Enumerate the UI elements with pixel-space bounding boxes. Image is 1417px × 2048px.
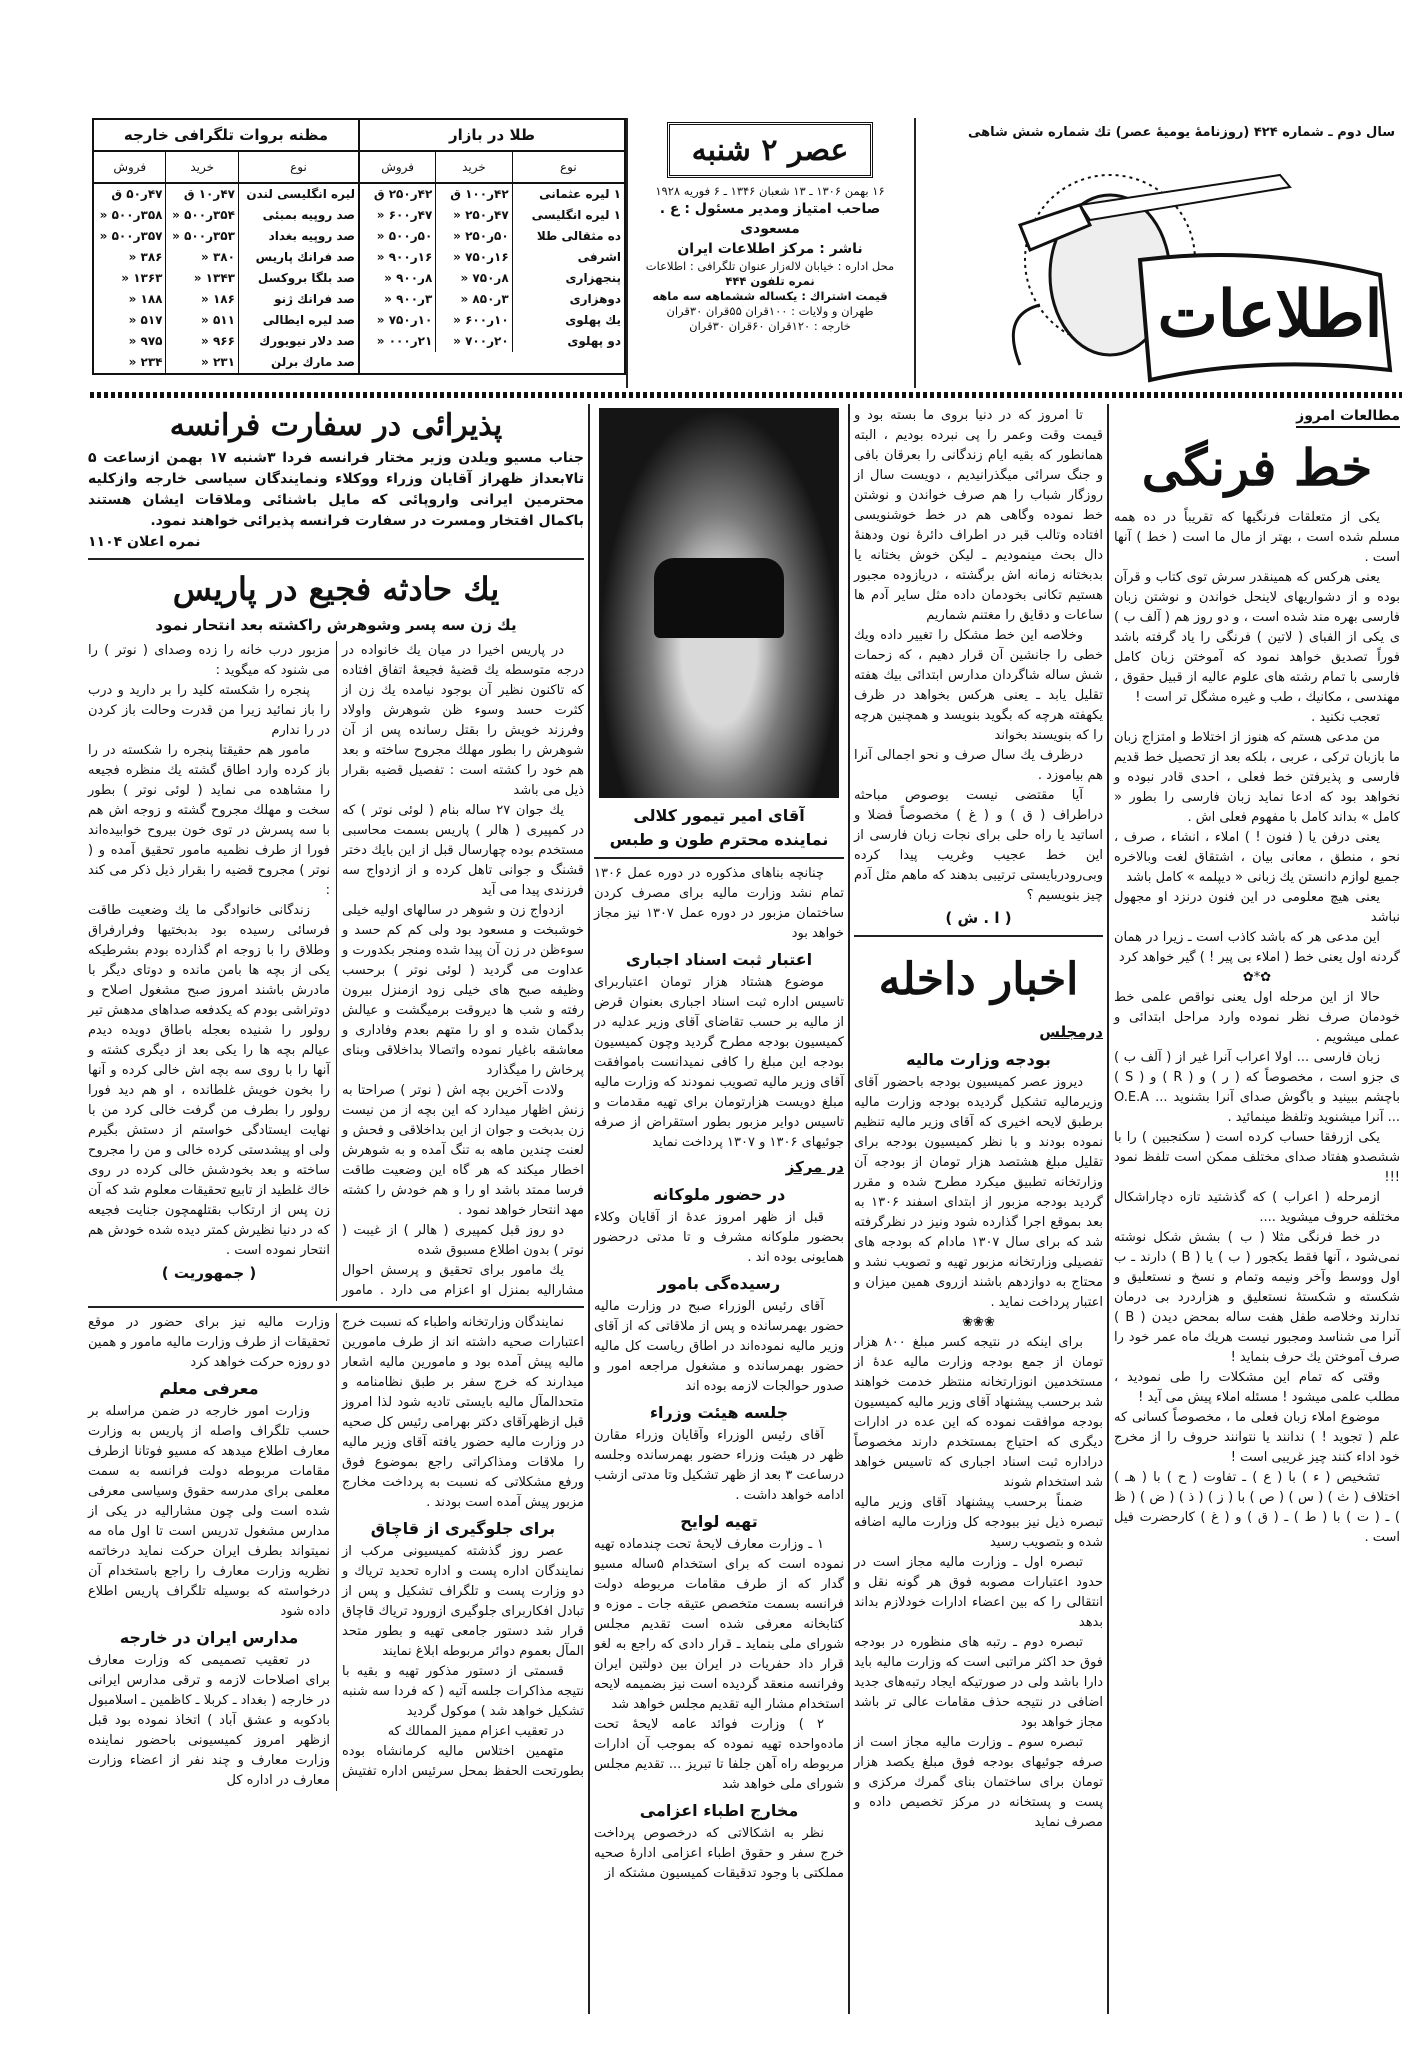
paragraph: تبصره اول ـ وزارت مالیه مجاز است در حدود اعتبارات مصوبه فوق هر گونه نقل و انتقالی را که بین اعضاء ادارات خودلازم بداند بدهد <box>854 1555 1103 1630</box>
table-cell: ۳۸۰ « <box>166 247 238 268</box>
paragraph: دو روز قبل کمپیری ( هالر ) از غیبت ( نوتر ) بدون اطلاع مسبوق شده <box>342 1223 584 1258</box>
divider <box>626 118 628 388</box>
table-cell: ۹۷۵ « <box>128 334 163 348</box>
table-cell: لیره انگلیسی لندن <box>238 183 358 205</box>
table-cell: ۱۶ر۷۵۰ « <box>436 247 512 268</box>
paragraph: زندگانی خانوادگی ما یك وضعیت طاقت فرسائی رسیده بود بدبختیها وفرارفراق وطلاق را با زوجه ام گذارده بودم بشرطیکه یکی از بچه ها بامن مانده و دوتای دیگر با مادرش باشند امروز صبح مشغول اصلاح و دوتراشی بودم که یکدفعه صداهای مدهش تیر رولور را شنیده بعجله باطاق دویده دیدم عیالم بچه ها را یکی بعد از دیگری کشته و آنها را با روی سه بچه اش خالی کرده و آنها را بخون خویش غلطانده ، او هم دید فورا رولور را بطرف من گرفت خالی کرد من با نهایت ایستادگی خواستم از دستش بگیرم ولی او پیشدستی کرده خالی و من را مجروح ساخته و بعد بخودشش خالی کرده در روی خاك غلطید از تابیع تحقیقات معلوم شد که آن زن پس از ارتکاب بقتلهمچون جنایت فجیعه که در دنیا نظیرش کمتر دیده شده خودش هم انتحار نموده است . <box>88 903 330 1258</box>
caption-name: آقای امیر تیمور کلالی <box>633 806 805 825</box>
table-row <box>360 247 624 268</box>
article-rule <box>88 1306 584 1308</box>
paris-article-body <box>88 641 584 1301</box>
table-cell: یك پهلوی <box>512 310 624 331</box>
table-cell: ده مثقالی طلا <box>512 226 624 247</box>
paragraph: برای اینکه در نتیجه کسر مبلغ ۸۰۰ هزار تومان از جمع بودجه وزارت مالیه عدهٔ از مستخدمین انوزارتخانه منتظر خدمت خواهند شد برحسب پیشنهاد آقای وزیر مالیه کمیسیون بودجه موافقت نموده که این عده در ادارات دیگری که احتیاج بمستخدم دارند مخصوصاً دراداره ثبت اسناد اجباری که تاسیس خواهد شد استخدام شوند <box>854 1335 1103 1490</box>
paragraph: تبصره دوم ـ رتبه های منظوره در بودجه فوق حد اکثر مراتبی است که وزارت مالیه باید دارا باشد ولی در صورتیکه ایجاد رتبه‌های جدید اضافی در نتیجه حذف مقامات عالی تر باشد مجاز خواهد بود <box>854 1635 1103 1730</box>
subheading: برای جلوگیری از قاچاق <box>370 1519 556 1538</box>
table-row <box>94 183 358 205</box>
section-label: درمجلس <box>1039 1023 1103 1041</box>
paragraph: قبل از ظهر امروز عدهٔ از آقایان وکلاء بحضور ملوکانه مشرف و تا مدتی درحضور همایونی بوده اند . <box>594 1210 844 1265</box>
table-row <box>360 183 624 205</box>
paragraph: قسمتی از دستور مذکور تهیه و بقیه با نتیجه مذاکرات جلسه آتیه ( که فردا سه شنبه تشکیل خواهد شد ) موکول گردید <box>342 1664 584 1719</box>
table-cell: پنجهزاری <box>512 268 624 289</box>
table-row <box>94 205 358 226</box>
publisher-line: ناشر : مرکز اطلاعات ایران <box>677 241 863 257</box>
subscription-header: قیمت اشتراك : یکساله ششماهه سه ماهه <box>652 289 888 303</box>
table-row <box>94 289 358 310</box>
paragraph: یعنی درفن یا ( فنون ! ) املاء ، انشاء ، صرف ، نحو ، منطق ، معانی بیان ، اشتقاق لغت وبالاخره جمیع لوازم دانستن یك زبانی « دیپلمه » کامل باشد <box>1114 830 1400 885</box>
paragraph: متهمین اختلاس مالیه کرمانشاه بوده بطورتحت الحفظ بمحل سرئیس اداره تفتیش وزارت مالیه نیز برای حضور در موقع تحقیقات از طرف وزارت مالیه مامور و همین دو روزه حرکت خواهد کرد <box>88 1315 584 1779</box>
article-kicker: مطالعات امروز <box>1296 406 1400 428</box>
paragraph: ازدواج زن و شوهر در سالهای اولیه خیلی خوشبخت و مسعود بود ولی کم کم حسد و سوءظن در زن آن پیدا شده ومنجر بکدورت و عداوت می گردید ( لوئی نوتر ) برحسب وظیفه صبح های خیلی زود ازمنزل بیرون رفته و شب ها دیروقت برمیگشت و عیالش بدگمان شده و او را متهم بعدم وفاداری و معاشقه باغیار نموده واتصالا بداخلاقی وبنای پرخاش را میگذارد <box>342 903 584 1078</box>
table-cell: ۳ر۸۵۰ « <box>436 289 512 310</box>
table-cell: ۱۸۸ « <box>128 292 163 306</box>
logo-text: اطلاعات <box>1157 277 1383 352</box>
table-cell: ۱۰ر۷۵۰ « <box>376 313 433 327</box>
paris-article-header <box>88 565 584 637</box>
phone-line: نمره تلفون ۴۴۴ <box>725 274 815 288</box>
paragraph: وخلاصه این خط مشکل را تغییر داده ویك خطی را جانشین آن قرار دهیم ، که زحمات شش ساله شاگردان مدارس ابتدائی بیك هفته تقلیل یابد ـ یعنی هرکس بخواهد در ظرف یکهفته هرچه که بگوید بنویسد و همچنین هرچه را که بنویسند بخواند <box>854 628 1103 743</box>
paragraph: آقای رئیس الوزراء وآقایان وزراء مقارن ظهر در هیئت وزراء حضور بهمرسانده وجلسه درساعت ۳ بعد از ظهر تشکیل وتا مدتی ازشب ادامه خواهد داشت . <box>594 1428 844 1503</box>
subscription-row: طهران و ولایات : ۱۰۰قران ۵۵قران ۳۰قران <box>666 304 874 318</box>
column-header: خرید <box>436 152 512 183</box>
notice-title: پذیرائی در سفارت فرانسه <box>169 408 503 443</box>
table-cell: ۲۱ر۰۰۰ « <box>376 334 433 348</box>
subheading: در حضور ملوکانه <box>652 1185 786 1204</box>
column-three <box>594 406 844 1884</box>
table-cell: ۲۳۴ « <box>128 355 163 369</box>
column-header: فروش <box>94 152 166 183</box>
paragraph: یکی ازرفقا حساب کرده است ( سکنجبین ) را با ششصدو هفتاد صدای مختلف ممکن است تلفظ نمود !!! <box>1114 1130 1400 1185</box>
signature: ( ا . ش ) <box>945 909 1012 927</box>
paragraph: نظر به اشکالاتی که درخصوص پرداخت خرج سفر و حقوق اطباء اعزامی ادارهٔ صحیه مملکتی با وجود تدقیقات کمیسیون مشتکه از <box>594 1826 844 1881</box>
column-header: فروش <box>360 152 436 183</box>
table-cell: ۴۷ر۶۰۰ « <box>376 208 433 222</box>
subheading: مخارج اطباء اعزامی <box>639 1801 799 1820</box>
issue-line: سال دوم ـ شماره ۴۲۴ (روزنامهٔ یومیهٔ عصر) تك شماره شش شاهی <box>968 125 1395 140</box>
paragraph: یك جوان ۲۷ ساله بنام ( لوئی نوتر ) که در کمپیری ( هالر ) پاریس بسمت محاسبی مستخدم بوده چهارسال قبل از این بایك دختر قشنگ و جوانی تاهل کرده و از ازدواج سه فرزندی پیدا می آید <box>342 803 584 898</box>
table-row <box>94 247 358 268</box>
subheading: جلسه هیئت وزراء <box>649 1403 789 1422</box>
paragraph: در تعقیب اعزام ممیز الممالك که <box>387 1724 564 1739</box>
paragraph: عصر روز گذشته کمیسیونی مرکب از نمایندگان اداره پست و اداره تحدید تریاك و دو وزارت پست و تلگراف تشکیل و پس از تبادل افکاربرای جلوگیری ازورود تریاك قاچاق قرار شد دستور جامعی تهیه و بطور متحد المآل بعموم دوائر مربوطه ابلاغ نمایند <box>342 1544 584 1659</box>
subheading: بودجه وزارت مالیه <box>906 1050 1051 1069</box>
subheading: مدارس ایران در خارجه <box>119 1628 299 1647</box>
dotted-rule <box>90 392 1402 398</box>
article-title: يك حادثه فجیع در پاریس <box>172 570 500 608</box>
paragraph: در خط فرنگی مثلا ( ب ) بشش شکل نوشته نمی‌شود ، آنها فقط یکجور ( ب ) یا ( B ) دارند ـ ب اول ووسط وآخر ونیمه وتمام و نسخ و نستعلیق و شکسته و شکستهٔ نستعلیق و هزاردرد بی درمان ندارند وخلاصه طفل هفت ساله بمحض دیدن ( B ) آنرا می شناسد ومجبور نیست هریك ماه عمر خود را صرف آموختن یك حرف بنماید ! <box>1114 1230 1400 1365</box>
paragraph: نمایندگان وزارتخانه واطباء که نسبت خرج اعتبارات صحیه داشته اند از طرف مامورین مالیه پیش آمده بود و مامورین مالیه اشعار میدارند که خرج سفر بر طبق نظامنامه و متحدالمآل مالیه بایستی تادیه شود لذا امروز قبل ازظهرآقای دکتر بهرامی رئیس کل صحیه در وزارت مالیه حضور یافته آقای وزیر مالیه را ملاقات ومذاکراتی راجع بموضوع فوق ورفع مشکلاتی که نسبت به پرداخت مخارج مزبور پیش آمده است بودند . <box>342 1315 584 1510</box>
article-title: خط فرنگی <box>1141 438 1373 497</box>
column-rule <box>588 404 590 2014</box>
paragraph: ضمناً برحسب پیشنهاد آقای وزیر مالیه تبصره ذیل نیز ببودجه کل وزارت مالیه اضافه شده و بتصویب رسید <box>854 1495 1103 1550</box>
table-row <box>94 268 358 289</box>
separator: ✿*✿ <box>1242 970 1272 985</box>
paragraph: یعنی هیچ معلومی در این فنون درنزد او مجهول نباشد <box>1114 890 1400 925</box>
paragraph: تبصره سوم ـ وزارت مالیه مجاز است از صرفه جوئیهای بودجه فوق مبلغ یکصد هزار تومان برای ساختمان بنای گمرك مرکزی و پست و پستخانه در مرکز تخصیص داده و مصرف نماید <box>854 1735 1103 1830</box>
table-cell: صد روپیه بغداد <box>238 226 358 247</box>
paragraph: آقای رئیس الوزراء صبح در وزارت مالیه حضور بهمرسانده و پس از ملاقاتی که از آقای وزیر مالیه نموده‌اند در اطاق ریاست کل مالیه حضور بهمرسانده و مشغول مراجعه امور و صدور حوالجات لازمه بوده اند <box>594 1299 844 1394</box>
table-cell: ۱۶ر۹۰۰ « <box>376 250 433 264</box>
paragraph: ولادت آخرین بچه اش ( نوتر ) صراحتا به زنش اظهار میدارد که این بچه از من نیست زن بدبخت و جوان از این بداخلاقی و فحش و لعنت چندین ماهه به تنگ آمده و به شوهرش اخطار میکند که هر گاه این وضعیت طاقت فرسا ممتد باشد او را و هم خودش را کشته مهد انتحار خواهد نمود . <box>342 1083 584 1218</box>
fx-rate-table <box>94 120 360 373</box>
table-cell: ۴۷ر۲۵۰ « <box>436 205 512 226</box>
table-row <box>94 352 358 373</box>
script-article-continuation <box>854 406 1103 930</box>
table-cell: ۴۲ر۱۰۰ ق <box>436 183 512 205</box>
table-row <box>360 310 624 331</box>
paragraph: آیا مقتضی نیست بوصوص مباحثه دراطراف ( ق ) و ( غ ) مخصوصاً فضلا و اساتید یا راه حلی برای نجات زبان فارسی از این خط عجیب وغریب پیدا کرده وبی‌رودربایستی ترتیبی بدهند که ماهم مثل آدم چیز بنویسیم ؟ <box>854 788 1103 903</box>
gold-table-title: طلا در بازار <box>360 120 624 152</box>
paragraph: تشخیص ( ء ) با ( ع ) ـ تفاوت ( ح ) با ( هـ ) اختلاف ( ث ) ( س ) ( ص ) با ( ز ) ( ذ ) ( ض ) ( ظ ) ـ ( ت ) با ( ط ) ـ ( ق ) و ( غ ) کارحضرت فیل است . <box>1114 1470 1400 1545</box>
table-cell: دو پهلوی <box>512 331 624 352</box>
table-cell: صد فرانك پاریس <box>238 247 358 268</box>
issue-date: ۱۶ بهمن ۱۳۰۶ ـ ۱۳ شعبان ۱۳۴۶ ـ ۶ فوریه ۱۹۲۸ <box>655 184 885 198</box>
table-cell: ۳۵۴ر۵۰۰ « <box>166 205 238 226</box>
table-cell: ۴۲ر۲۵۰ ق <box>373 187 433 201</box>
subscription-row: خارجه : ۱۲۰قران ۶۰قران ۳۰قران <box>689 319 851 333</box>
paragraph: تعجب نکنید . <box>1311 710 1380 725</box>
caption-title: نماینده محترم طون و طبس <box>609 830 829 849</box>
subheading: معرفی معلم <box>159 1379 259 1398</box>
divider <box>914 118 916 388</box>
table-cell: دوهزاری <box>512 289 624 310</box>
paragraph: ازمرحله ( اعراب ) که گذشتید تازه دچاراشکال مختلفه حروف میشوید .... <box>1114 1190 1400 1225</box>
issue-info <box>631 116 909 334</box>
bottom-news <box>88 1313 584 1791</box>
table-cell: ۱۳۶۳ « <box>121 271 163 285</box>
paragraph: چنانچه بناهای مذکوره در دوره عمل ۱۳۰۶ تمام نشد وزارت مالیه برای مصرف کردن ساختمان مزبور در دوره عمل ۱۳۰۷ نیز مجاز خواهد بود <box>594 866 845 941</box>
table-cell: صد بلگا بروکسل <box>238 268 358 289</box>
paragraph: یکی از متعلقات فرنگیها که تقریباً در ده همه مسلم شده است ، بهتر از مال ما است ( خط ) آنها است . <box>1114 510 1400 565</box>
table-cell: ۱ لیره انگلیسی <box>512 205 624 226</box>
table-cell: صد فرانك ژنو <box>238 289 358 310</box>
section-label: در مرکز <box>785 1158 844 1176</box>
table-row <box>360 289 624 310</box>
subheading: اعتبار ثبت اسناد اجباری <box>625 950 813 969</box>
article-rule <box>854 935 1103 937</box>
paragraph: دیروز عصر کمیسیون بودجه باحضور آقای وزیرمالیه تشکیل گردیده بودجه وزارت مالیه برطبق لایحه اخیری که آقای وزیر مالیه تنظیم نموده بودند و با نظر کمیسیون بودجه برای تقلیل مبلغ هشتصد هزار تومان از بودجه آن وزارتخانه تطبیق میکرد مطرح شده و مقرر گردید بودجه مزبور از ابتدای اسفند ۱۳۰۶ به بعد بموقع اجرا گذارده شود ونیز در نظرگرفته شد که برای سال ۱۳۰۷ مادام که بودجه های تفصیلی وزارتخانه مزبور تهیه و تصویب نشد و محتاج به دوازدهم باشند ازروی همین میزان و اعتبار پرداخت نماید . <box>854 1075 1103 1310</box>
ad-number: نمره اعلان ۱۱۰۴ <box>88 534 201 550</box>
paragraph: این مدعی هر که باشد کاذب است ـ زیرا در همان گردنه اول یعنی خط ( املاء بی پیر ! ) گیر خواهد کرد <box>1114 930 1400 965</box>
table-cell: ۳ر۹۰۰ « <box>384 292 433 306</box>
photo-caption <box>594 804 844 852</box>
article-rule <box>88 558 584 560</box>
table-cell: ۳۵۷ر۵۰۰ « <box>99 229 163 243</box>
table-row <box>360 205 624 226</box>
article-subtitle: یك زن سه پسر وشوهرش راکشته بعد انتحار نمود <box>155 616 517 634</box>
table-cell: ۳۵۳ر۵۰۰ « <box>166 226 238 247</box>
center-column-news <box>594 864 844 1884</box>
table-cell: صد روپیه بمبئی <box>238 205 358 226</box>
script-article <box>1114 406 1400 1548</box>
table-cell: ۸ر۷۵۰ « <box>436 268 512 289</box>
table-cell: ۸ر۹۰۰ « <box>384 271 433 285</box>
table-cell: ۵۱۷ « <box>128 313 163 327</box>
paragraph: من مدعی هستم که هنوز از اختلاط و امتزاج زبان ما بازبان ترکی ، عربی ، بلکه بعد از تحصیل خط قدیم فارسی و پذیرفتن خط فعلی ، احدی قادر نبوده و نخواهد بود که ادعا نماید زبان فارسی را بطور « کامل » بداند کامل با مفهوم فعلی اش . <box>1114 730 1400 825</box>
table-row <box>360 268 624 289</box>
left-area <box>88 404 584 1791</box>
notice-body: جناب مسیو ویلدن وزیر مختار فرانسه فردا ۳شنبه ۱۷ بهمن ازساعت ۵ تا۷بعداز ظهراز آقایان وزراء ووکلاء ونمایندگان سیاسی خارجه وازکلیه محترمین ایرانی واروپائی که مایل باشنائی وملاقات ایشان هستند باکمال افتخار ومسرت در سفارت فرانسه پذیرائی خواهند نمود. <box>88 450 584 529</box>
paragraph: تا امروز که در دنیا بروی ما بسته بود و قیمت وقت وعمر را پی نبرده بودیم ، البته همانطور که بقیه ایام زندگانی را بعرقان بافی و جنگ سرائی میگذرانیدیم ، دویست سال از روزگار شباب را هم صرف خواندن و نوشتن خط نموده وگاهی هم در خط خوشنویسی افتاده وتالب قبر در اطراف دائرهٔ نون ودهنهٔ دال بحث مینمودیم ـ لیکن خوش بختانه یا بدبختانه زمانه اش برگشته ، دریازوده مجبور هستیم تکانی بخودمان داده مثل سایر آدم ها ساعات و دقایق را مغتنم شماریم <box>854 408 1103 623</box>
subheading: تهیه لوایح <box>680 1512 758 1531</box>
paragraph: موضوع هشتاد هزار تومان اعتباربرای تاسیس اداره ثبت اسناد اجباری بعنوان قرض از مالیه بر حسب تقاضای آقای وزیر عدلیه در کمیسیون بودجه مطرح گردید وچون کمیسیون بودجه این مبلغ را کافی نمیدانست باموافقت آقای وزیر مالیه تصویب نمودند که وزارت مالیه مبلغ دویست هزارتومان برای تهیه مقدمات و تاسیس دوایر مزبور بطور استقراض از صرفه جوئیهای ۱۳۰۶ و ۱۳۰۷ پرداخت نماید <box>594 975 844 1150</box>
owner-line: صاحب امتیاز ومدیر مسئول : ع . مسعودی <box>659 201 881 237</box>
paragraph: در تعقیب تصمیمی که وزارت معارف برای اصلاحات لازمه و ترقی مدارس ایرانی در خارجه ( بغداد ـ کربلا ـ کاظمین ـ اسلامبول بادکوبه و عشق آباد ) اتخاذ نموده بود قبل ازظهر امروز کمیسیونی باحضور نماینده وزارت معارف و چند نفر از اعضاء وزارت معارف در اداره کل <box>88 1653 330 1788</box>
table-cell: ۵۱۱ « <box>166 310 238 331</box>
table-row <box>94 310 358 331</box>
table-cell: ۳۸۶ « <box>128 250 163 264</box>
paragraph: حالا از این مرحله اول یعنی نواقص علمی خط خودمان صرف نظر نموده وارد مراحل ابتدائی و عملی میشویم . <box>1114 990 1400 1045</box>
paragraph: پنجره را شکسته کلید را بر دارید و درب را باز نمائید زیرا من قدرت وحالت باز کردن در را ندارم <box>88 683 330 738</box>
table-row <box>94 226 358 247</box>
fx-table-title: مظنه بروات تلگرافی خارجه <box>94 120 358 152</box>
office-line: محل اداره : خیابان لاله‌زار عنوان تلگرافی : اطلاعات <box>645 259 895 273</box>
gold-price-table <box>360 120 624 373</box>
table-row <box>360 226 624 247</box>
table-cell: ۳۵۸ر۵۰۰ « <box>99 208 163 222</box>
table-cell: ۱۰ر۶۰۰ « <box>436 310 512 331</box>
column-two <box>854 406 1103 1833</box>
table-cell: ۱۸۶ « <box>166 289 238 310</box>
table-cell: ۴۷ر۵۰ ق <box>111 187 163 201</box>
table-row <box>94 331 358 352</box>
table-cell: اشرفی <box>512 247 624 268</box>
table-cell: ۱۳۴۳ « <box>166 268 238 289</box>
paragraph: زبان فارسی ... اولا اعراب آنرا غیر از ( آلف ب ) ی جزو است ، مخصوصاً که ( ر ) و ( R ) و ( S ) باچشم ببینید و باگوش صدای آنرا بشنوید ... O.E.A ... آنرا میشنوید وتلفظ مینمائید . <box>1114 1050 1400 1125</box>
table-cell: صد دلار نیویورك <box>238 331 358 352</box>
paragraph: یك مامور برای تحقیق و پرسش احوال مشارالیه بمنزل او اعزام می دارد . مامور مزبور درب خانه را زده وصدای ( نوتر ) را می شنود که میگوید : <box>88 643 584 1298</box>
signature: ( جمهوریت ) <box>161 1264 257 1282</box>
portrait-photo <box>599 408 839 798</box>
table-cell: ۴۷ر۱۰ ق <box>166 183 238 205</box>
domestic-news <box>854 942 1103 1833</box>
column-header: نوع <box>238 152 358 183</box>
paragraph: وقتی که تمام این مشکلات را طی نمودید ، مطلب علمی میشود ! مسئله املاء پیش می آید ! <box>1114 1370 1400 1405</box>
market-tables <box>92 118 626 375</box>
column-header: خرید <box>166 152 238 183</box>
table-cell: ۵۰ر۲۵۰ « <box>436 226 512 247</box>
paragraph: ۱ ـ وزارت معارف لایحهٔ تحت چندماده تهیه نموده است که برای استخدام ۵ساله مسیو گدار که از طرف مقامات مربوطه دولت فرانسه بسمت متخصص عتیقه جات ـ موزه و کتابخانه معرفی شده است تقدیم مجلس شورای ملی بنماید ـ قرار دادی که راجع به لغو قرار داد حفریات در ایران بین دولتین ایران وفرانسه منعقد گردیده است نیز بضمیمه لایحه استخدام مشار الیه تقدیم مجلس خواهد شد <box>594 1537 845 1712</box>
table-row <box>360 331 624 352</box>
table-cell: صد مارك برلن <box>238 352 358 373</box>
paragraph: مامور هم حقیقتا پنجره را شکسته در را باز کرده وارد اطاق گشته یك منظره فجیعه را مشاهده می نماید ( لوئی نوتر ) بطور سخت و مهلك مجروح گشته و زوجه اش هم با سه پسرش در توی خون بیروح خوابیده‌اند فورا از طرف نظمیه مامور تحقیق آمده و ( نوتر ) مجروح قضیه را بقرار ذیل ذکر می کند : <box>88 743 330 898</box>
table-cell: ۲۳۱ « <box>166 352 238 373</box>
table-cell: ۱ لیره عثمانی <box>512 183 624 205</box>
section-title: اخبار داخله <box>878 954 1079 1005</box>
paragraph: وزارت امور خارجه در ضمن مراسله بر حسب تلگراف واصله از پاریس به وزارت معارف اطلاع میدهد که مسیو فوتانا ازطرف مقامات مربوطه دولت فرانسه به سمت معلمی برای مدرسه حقوق وسیاسی معرفی شده است ولی چون مشارالیه در یکی از مدارس مشغول تدریس است تا اول ماه مه نمیتواند بطرف ایران حرکت نماید درخاتمه نظریه وزارت معارف را راجع باستخدام آن درخواسته که بوسیله تلگراف پاریس اطلاع داده شود <box>88 1404 330 1619</box>
paragraph: در پاریس اخیرا در میان یك خانواده در درجه متوسطه یك قضیهٔ فجیعهٔ اتفاق افتاده که تاکنون نظیر آن بوجود نیامده یك زن از کثرت حسد وسوء ظن شوهرش واولاد وفرزند خویش را بقتل رسانده پس از آن شوهرش را بطور مهلك مجروح ساخته و بعد هم خود را کشته است : تفصیل قضیه بقرار ذیل می باشد <box>342 643 584 798</box>
day-box: عصر ۲ شنبه <box>667 122 873 178</box>
table-cell: ۲۰ر۷۰۰ « <box>436 331 512 352</box>
column-rule <box>848 404 850 2014</box>
paragraph: ۲ ) وزارت فوائد عامه لایحهٔ تحت ماده‌واحده تهیه نموده که بموجب آن ادارات مربوطه راه آهن جلفا تا تبریز ... تقدیم مجلس شورای ملی خواهد شد <box>594 1717 844 1792</box>
table-cell: ۹۶۶ « <box>166 331 238 352</box>
column-rule <box>1107 404 1109 2014</box>
embassy-notice <box>88 404 584 553</box>
separator: ❀❀❀ <box>962 1315 995 1330</box>
paragraph: یعنی هرکس که همینقدر سرش توی کتاب و قرآن بوده و از دشواریهای لاینحل خواندن و نوشتن زبان فارسی بهره مند شده است ، و دو روز هم ( آلف ب ) ی یکی از الفبای ( لاتین ) فرنگی را یاد گرفته باشد فوراً تصدیق خواهد نمود که آموختن زبان کامل فارسی با تمام رشته های علوم عالیه از قبیل حقوق ، مهندسی ، مکانیك ، طب و غیره مشگل تر است ! <box>1114 570 1400 705</box>
article-rule <box>594 857 844 859</box>
subheading: رسیده‌گی بامور <box>657 1274 781 1293</box>
paragraph: درظرف یك سال صرف و نحو اجمالی آنرا هم بیاموزد . <box>854 748 1103 783</box>
column-header: نوع <box>512 152 624 183</box>
newspaper-logo <box>960 165 1400 390</box>
paragraph: موضوع املاء زبان فعلی ما ، مخصوصاً کسانی که علم ( تجوید ! ) ندانند یا نتوانند حروف را از مخرج خود اداء کنند چیز غریبی است ! <box>1114 1410 1400 1465</box>
table-cell: ۵۰ر۵۰۰ « <box>376 229 433 243</box>
table-cell: صد لیره ایطالی <box>238 310 358 331</box>
